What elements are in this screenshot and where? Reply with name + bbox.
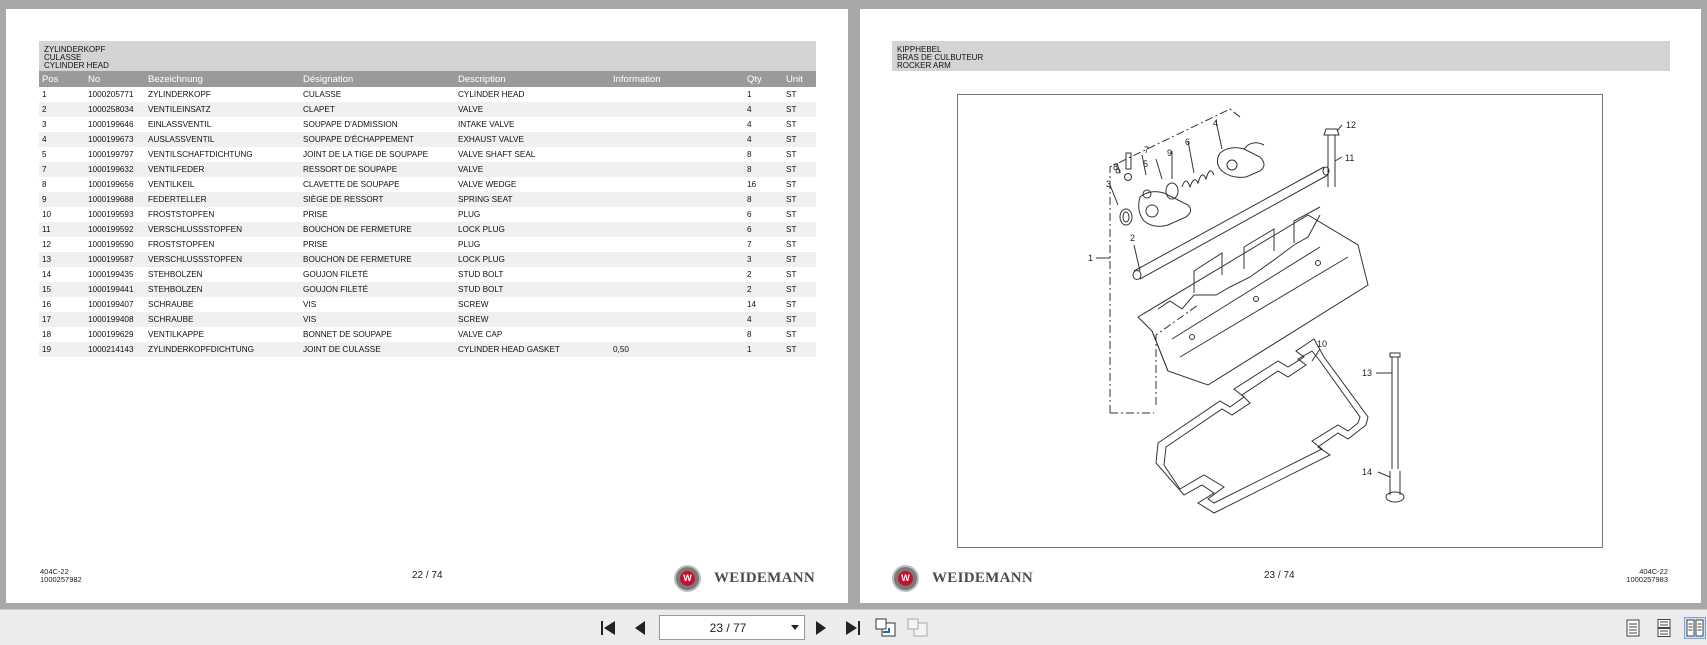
cell-unit: ST <box>783 87 816 102</box>
cell-no: 1000199629 <box>85 327 145 342</box>
cell-pos: 7 <box>39 162 85 177</box>
cell-qty: 3 <box>744 252 783 267</box>
col-designation: Désignation <box>300 71 455 87</box>
cell-description: SCREW <box>455 312 610 327</box>
cell-unit: ST <box>783 252 816 267</box>
cell-pos: 14 <box>39 267 85 282</box>
cell-no: 1000258034 <box>85 102 145 117</box>
go-back-button[interactable] <box>875 617 897 639</box>
cell-no: 1000199592 <box>85 222 145 237</box>
cell-information <box>610 117 744 132</box>
cell-description: VALVE WEDGE <box>455 177 610 192</box>
go-forward-button[interactable] <box>907 617 929 639</box>
cell-bezeichnung: SCHRAUBE <box>145 297 300 312</box>
cell-information <box>610 282 744 297</box>
cell-unit: ST <box>783 192 816 207</box>
callout-8: 8 <box>1113 162 1119 172</box>
cell-pos: 18 <box>39 327 85 342</box>
cell-information <box>610 192 744 207</box>
callout-2: 2 <box>1130 233 1136 243</box>
cell-designation: PRISE <box>300 237 455 252</box>
cell-no: 1000199656 <box>85 177 145 192</box>
cell-information <box>610 207 744 222</box>
document-code <box>40 568 82 584</box>
cell-bezeichnung: VENTILKAPPE <box>145 327 300 342</box>
logo-mark-icon <box>892 565 919 592</box>
cell-information <box>610 147 744 162</box>
cell-pos: 11 <box>39 222 85 237</box>
cell-designation: SOUPAPE D'ADMISSION <box>300 117 455 132</box>
cell-pos: 8 <box>39 177 85 192</box>
callout-6: 6 <box>1185 137 1191 147</box>
cell-description: CYLINDER HEAD GASKET <box>455 342 610 357</box>
cell-designation: GOUJON FILETÉ <box>300 282 455 297</box>
section-header <box>39 41 816 71</box>
rocker-arm-rear-tip <box>1244 143 1264 149</box>
continuous-view-button[interactable] <box>1653 617 1675 639</box>
cell-pos: 12 <box>39 237 85 252</box>
cell-bezeichnung: VENTILSCHAFTDICHTUNG <box>145 147 300 162</box>
table-row <box>39 87 816 102</box>
table-row <box>39 147 816 162</box>
cell-qty: 14 <box>744 297 783 312</box>
cell-description: CYLINDER HEAD <box>455 87 610 102</box>
page-selector[interactable] <box>659 615 805 640</box>
previous-page-icon <box>633 620 647 636</box>
cell-bezeichnung: ZYLINDERKOPFDICHTUNG <box>145 342 300 357</box>
cell-bezeichnung: ZYLINDERKOPF <box>145 87 300 102</box>
cell-bezeichnung: EINLASSVENTIL <box>145 117 300 132</box>
cell-qty: 4 <box>744 102 783 117</box>
document-number: 1000257982 <box>40 575 82 584</box>
cell-description: EXHAUST VALVE <box>455 132 610 147</box>
cell-no: 1000199590 <box>85 237 145 252</box>
cell-description: LOCK PLUG <box>455 252 610 267</box>
col-no: No <box>85 71 145 87</box>
cell-description: VALVE <box>455 162 610 177</box>
section-title-fr: BRAS DE CULBUTEUR <box>897 53 984 62</box>
cell-information <box>610 252 744 267</box>
page-number: 23 / 74 <box>1264 570 1295 581</box>
continuous-view-icon <box>1656 619 1672 637</box>
cell-qty: 8 <box>744 162 783 177</box>
cell-description: PLUG <box>455 207 610 222</box>
cell-qty: 8 <box>744 147 783 162</box>
cell-no: 1000199646 <box>85 117 145 132</box>
table-row <box>39 237 816 252</box>
cell-qty: 1 <box>744 342 783 357</box>
shaft-end <box>1133 271 1141 280</box>
viewer-toolbar <box>0 609 1707 645</box>
ring-5 <box>1125 174 1132 181</box>
cell-information: 0,50 <box>610 342 744 357</box>
cell-qty: 7 <box>744 237 783 252</box>
cell-designation: CLAPET <box>300 102 455 117</box>
rocker-arm-bore <box>1146 205 1158 217</box>
cell-bezeichnung: VENTILEINSATZ <box>145 102 300 117</box>
cell-unit: ST <box>783 312 816 327</box>
chevron-down-icon[interactable] <box>786 625 804 630</box>
cell-unit: ST <box>783 342 816 357</box>
cell-designation: JOINT DE LA TIGE DE SOUPAPE <box>300 147 455 162</box>
callout-3: 3 <box>1106 179 1112 189</box>
table-row <box>39 117 816 132</box>
cell-no: 1000199407 <box>85 297 145 312</box>
table-row <box>39 282 816 297</box>
col-information: Information <box>610 71 744 87</box>
cell-no: 1000214143 <box>85 342 145 357</box>
cell-unit: ST <box>783 282 816 297</box>
cell-unit: ST <box>783 267 816 282</box>
cell-pos: 13 <box>39 252 85 267</box>
cell-bezeichnung: AUSLASSVENTIL <box>145 132 300 147</box>
cell-pos: 15 <box>39 282 85 297</box>
logo-mark-icon <box>674 565 701 592</box>
cell-no: 1000199587 <box>85 252 145 267</box>
logo-letter: W <box>898 571 913 586</box>
page-number: 22 / 74 <box>412 570 443 581</box>
cell-designation: VIS <box>300 297 455 312</box>
left-page <box>6 9 848 603</box>
single-page-view-icon <box>1625 619 1641 637</box>
brand-name: WEIDEMANN <box>714 569 816 586</box>
callout-1: 1 <box>1088 253 1094 263</box>
table-row <box>39 267 816 282</box>
cell-qty: 2 <box>744 267 783 282</box>
callout-11: 11 <box>1345 153 1355 163</box>
cell-designation: BOUCHON DE FERMETURE <box>300 252 455 267</box>
cell-information <box>610 267 744 282</box>
cell-unit: ST <box>783 162 816 177</box>
cell-pos: 19 <box>39 342 85 357</box>
rocker-shaft <box>1134 167 1328 279</box>
cell-pos: 9 <box>39 192 85 207</box>
col-bezeichnung: Bezeichnung <box>145 71 300 87</box>
table-row <box>39 207 816 222</box>
cell-no: 1000199408 <box>85 312 145 327</box>
cell-pos: 3 <box>39 117 85 132</box>
cell-bezeichnung: VERSCHLUSSSTOPFEN <box>145 222 300 237</box>
cell-pos: 4 <box>39 132 85 147</box>
col-qty: Qty <box>744 71 783 87</box>
cell-qty: 6 <box>744 207 783 222</box>
first-page-button[interactable] <box>597 617 619 639</box>
callout-14: 14 <box>1362 467 1373 477</box>
cell-information <box>610 102 744 117</box>
cell-pos: 10 <box>39 207 85 222</box>
cell-bezeichnung: STEHBOLZEN <box>145 267 300 282</box>
parts-table <box>39 71 816 357</box>
right-page <box>860 9 1701 603</box>
cell-description: SPRING SEAT <box>455 192 610 207</box>
weidemann-logo <box>674 563 815 593</box>
cell-bezeichnung: STEHBOLZEN <box>145 282 300 297</box>
cell-unit: ST <box>783 132 816 147</box>
table-row <box>39 162 816 177</box>
go-forward-icon <box>907 618 929 638</box>
col-unit: Unit <box>783 71 816 87</box>
document-number: 1000257983 <box>1626 575 1668 584</box>
cell-information <box>610 312 744 327</box>
first-page-icon <box>599 620 617 636</box>
callout-5: 5 <box>1143 159 1149 169</box>
cell-description: VALVE CAP <box>455 327 610 342</box>
cell-information <box>610 177 744 192</box>
cell-designation: BOUCHON DE FERMETURE <box>300 222 455 237</box>
last-page-icon <box>844 620 862 636</box>
go-back-icon <box>875 618 897 638</box>
cell-unit: ST <box>783 147 816 162</box>
cell-information <box>610 87 744 102</box>
stud-bolt-11 <box>1328 135 1335 187</box>
cell-information <box>610 222 744 237</box>
cell-information <box>610 132 744 147</box>
cell-designation: SIÈGE DE RESSORT <box>300 192 455 207</box>
cell-pos: 16 <box>39 297 85 312</box>
cell-information <box>610 162 744 177</box>
table-row <box>39 192 816 207</box>
cell-bezeichnung: FROSTSTOPFEN <box>145 237 300 252</box>
table-row <box>39 342 816 357</box>
cell-description: SCREW <box>455 297 610 312</box>
table-row <box>39 177 816 192</box>
rocker-arm-diagram <box>958 95 1604 549</box>
cell-information <box>610 237 744 252</box>
cell-qty: 4 <box>744 312 783 327</box>
model-code: 404C-22 <box>40 567 69 576</box>
table-row <box>39 102 816 117</box>
cell-qty: 16 <box>744 177 783 192</box>
table-row <box>39 252 816 267</box>
cell-qty: 4 <box>744 132 783 147</box>
cell-unit: ST <box>783 177 816 192</box>
cell-description: LOCK PLUG <box>455 222 610 237</box>
table-row <box>39 222 816 237</box>
cell-qty: 8 <box>744 192 783 207</box>
callout-9: 9 <box>1167 148 1173 158</box>
col-description: Description <box>455 71 610 87</box>
weidemann-logo <box>892 563 1033 593</box>
cell-description: VALVE SHAFT SEAL <box>455 147 610 162</box>
cell-unit: ST <box>783 327 816 342</box>
bolt-13 <box>1392 357 1398 469</box>
two-page-view-icon <box>1686 619 1704 637</box>
callout-13: 13 <box>1362 368 1373 378</box>
cell-description: VALVE <box>455 102 610 117</box>
cell-description: INTAKE VALVE <box>455 117 610 132</box>
cell-information <box>610 297 744 312</box>
col-pos: Pos <box>39 71 85 87</box>
callout-12: 12 <box>1346 120 1357 130</box>
table-row <box>39 312 816 327</box>
cell-unit: ST <box>783 102 816 117</box>
cell-unit: ST <box>783 297 816 312</box>
cell-description: STUD BOLT <box>455 267 610 282</box>
section-title-de: ZYLINDERKOPF <box>44 45 106 54</box>
section-title-fr: CULASSE <box>44 53 82 62</box>
cell-bezeichnung: FROSTSTOPFEN <box>145 207 300 222</box>
nut-12 <box>1324 129 1339 135</box>
cell-bezeichnung: FEDERTELLER <box>145 192 300 207</box>
cell-no: 1000199673 <box>85 132 145 147</box>
cell-designation: GOUJON FILETÉ <box>300 267 455 282</box>
table-row <box>39 327 816 342</box>
cell-qty: 6 <box>744 222 783 237</box>
cell-bezeichnung: VENTILFEDER <box>145 162 300 177</box>
cell-bezeichnung: VENTILKEIL <box>145 177 300 192</box>
spring-6 <box>1182 171 1214 187</box>
cell-designation: SOUPAPE D'ÉCHAPPEMENT <box>300 132 455 147</box>
cell-bezeichnung: VERSCHLUSSSTOPFEN <box>145 252 300 267</box>
cell-information <box>610 327 744 342</box>
document-code <box>1626 568 1668 584</box>
callout-10: 10 <box>1317 339 1328 349</box>
sleeve-14 <box>1390 471 1400 495</box>
brand-name: WEIDEMANN <box>932 569 1034 586</box>
cell-no: 1000199632 <box>85 162 145 177</box>
cell-no: 1000199441 <box>85 282 145 297</box>
cell-bezeichnung: SCHRAUBE <box>145 312 300 327</box>
cell-no: 1000199688 <box>85 192 145 207</box>
cell-no: 1000199593 <box>85 207 145 222</box>
cell-qty: 8 <box>744 327 783 342</box>
cell-unit: ST <box>783 222 816 237</box>
cell-no: 1000199797 <box>85 147 145 162</box>
section-title-en: ROCKER ARM <box>897 61 951 70</box>
assembly-bracket-inner <box>1156 305 1198 405</box>
washer-3 <box>1120 209 1132 225</box>
cell-pos: 5 <box>39 147 85 162</box>
cell-no: 1000199435 <box>85 267 145 282</box>
cell-pos: 2 <box>39 102 85 117</box>
cylinder-head-body <box>1138 215 1368 385</box>
cell-qty: 4 <box>744 117 783 132</box>
cell-no: 1000205771 <box>85 87 145 102</box>
callout-7: 7 <box>1144 145 1150 155</box>
callout-4: 4 <box>1213 118 1219 128</box>
cell-designation: PRISE <box>300 207 455 222</box>
previous-page-button[interactable] <box>629 617 651 639</box>
table-header-row <box>39 71 816 87</box>
spacer-7 <box>1126 153 1131 169</box>
table-row <box>39 297 816 312</box>
cell-qty: 2 <box>744 282 783 297</box>
last-page-button[interactable] <box>842 617 864 639</box>
cell-designation: CULASSE <box>300 87 455 102</box>
cell-qty: 1 <box>744 87 783 102</box>
exploded-view-drawing <box>957 94 1603 548</box>
cell-designation: BONNET DE SOUPAPE <box>300 327 455 342</box>
section-title-en: CYLINDER HEAD <box>44 61 109 70</box>
cell-designation: VIS <box>300 312 455 327</box>
next-page-icon <box>814 620 828 636</box>
two-page-view-button[interactable] <box>1684 617 1706 639</box>
cell-designation: CLAVETTE DE SOUPAPE <box>300 177 455 192</box>
model-code: 404C-22 <box>1639 567 1668 576</box>
cell-description: STUD BOLT <box>455 282 610 297</box>
section-title-de: KIPPHEBEL <box>897 45 942 54</box>
cell-description: PLUG <box>455 237 610 252</box>
cell-unit: ST <box>783 237 816 252</box>
table-row <box>39 132 816 147</box>
assembly-bracket <box>1110 109 1240 413</box>
cell-unit: ST <box>783 117 816 132</box>
cell-pos: 1 <box>39 87 85 102</box>
logo-letter: W <box>680 571 695 586</box>
single-page-view-button[interactable] <box>1622 617 1644 639</box>
next-page-button[interactable] <box>810 617 832 639</box>
cell-pos: 17 <box>39 312 85 327</box>
current-page-value: 23 / 77 <box>709 620 747 635</box>
cell-designation: JOINT DE CULASSE <box>300 342 455 357</box>
section-header <box>892 41 1670 71</box>
cell-unit: ST <box>783 207 816 222</box>
rocker-arm-rear <box>1217 148 1264 178</box>
rocker-arm-rear-bore <box>1227 160 1237 170</box>
cell-designation: RESSORT DE SOUPAPE <box>300 162 455 177</box>
